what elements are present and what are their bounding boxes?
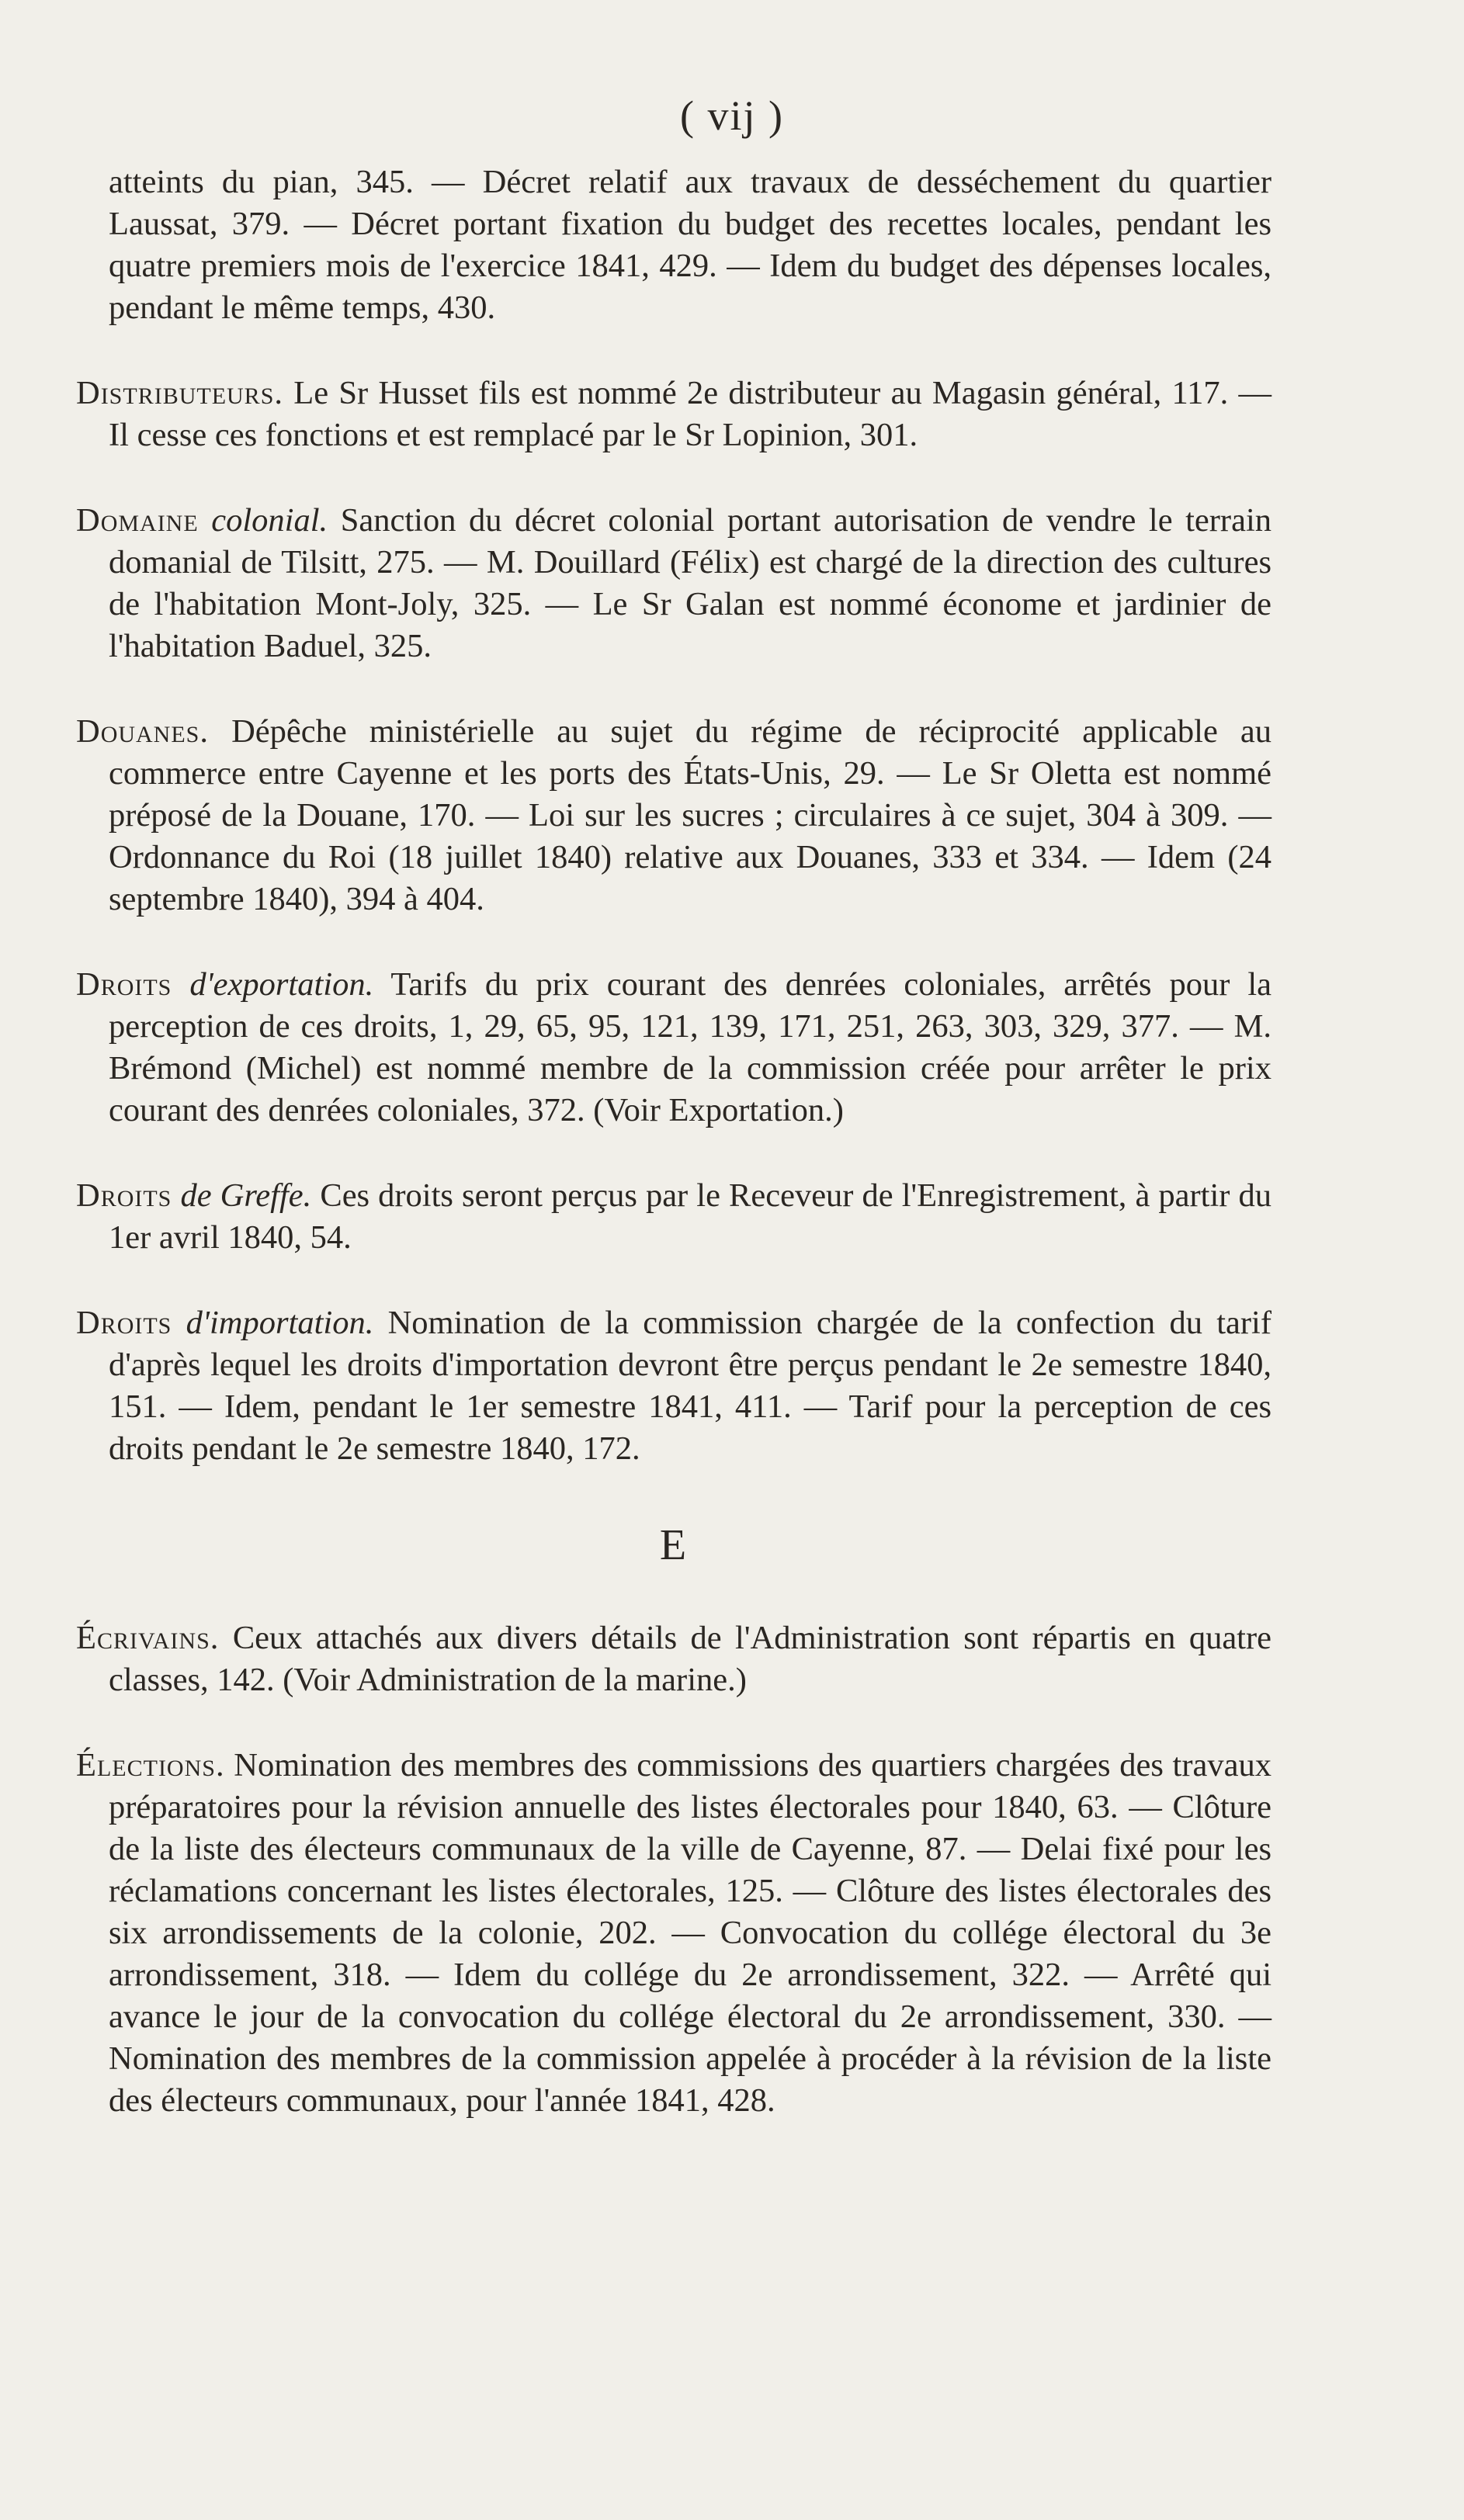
entry-text: Sanction du décret colonial portant autorisation de vendre le terrain domanial de Tilsitt, 275. — M. Douillard (Félix) est chargé de la direction des cultures de l'habitation Mont-Joly, 325. — Le Sr Galan est nommé économe et jardinier de l'habitation Baduel, 325. [109, 502, 1272, 664]
entry-text: Dépêche ministérielle au sujet du régime de réciprocité applicable au commerce entre Cayenne et les ports des États-Unis, 29. — Le Sr Oletta est nommé préposé de la Douane, 170. — Loi sur les sucres ; circulaires à ce sujet, 304 à 309. — Ordonnance du Roi (18 juillet 1840) relative aux Douanes, 333 et 334. — Idem (24 septembre 1840), 394 à 404. [109, 713, 1272, 917]
entries-after-section [76, 1617, 1271, 2122]
entry-headword: Domaine [76, 502, 199, 539]
index-entry [76, 1617, 1271, 1701]
entry-text: Ceux attachés aux divers détails de l'Administration sont répartis en quatre classes, 142. (Voir Administration de la marine.) [109, 1620, 1272, 1698]
entry-headword-qualifier: colonial. [211, 502, 328, 539]
entry-headword-qualifier: d'importation. [186, 1305, 374, 1341]
entry-headword: Distributeurs. [76, 375, 284, 411]
entry-headword: Droits [76, 1177, 172, 1214]
continuation-entry [76, 161, 1271, 329]
entry-text: Le Sr Husset fils est nommé 2e distributeur au Magasin général, 117. — Il cesse ces fonctions et est remplacé par le Sr Lopinion, 301. [109, 375, 1272, 453]
continuation-text: atteints du pian, 345. — Décret relatif aux travaux de desséchement du quartier Laussat, 379. — Décret portant fixation du budget des recettes locales, pendant les quatre premiers mois de l'exercice 1841, 429. — Idem du budget des dépenses locales, pendant le même temps, 430. [109, 164, 1271, 326]
page-folio: ( vij ) [680, 92, 784, 139]
section-letter: E [659, 1521, 689, 1569]
entries-before-section [76, 373, 1271, 1470]
index-entry [76, 1302, 1271, 1470]
index-entry [76, 500, 1271, 667]
entry-headword-qualifier: de Greffe. [180, 1177, 312, 1214]
index-entry [76, 1175, 1271, 1259]
entry-headword: Droits [76, 1305, 172, 1341]
index-entry [76, 1745, 1271, 2122]
entry-headword-qualifier: d'exportation. [189, 966, 374, 1003]
entry-text: Nomination des membres des commissions des quartiers chargées des travaux préparatoires pour la révision annuelle des listes électorales pour 1840, 63. — Clôture de la liste des électeurs communaux de la ville de Cayenne, 87. — Delai fixé pour les réclamations concernant les listes électorales, 125. — Clôture des listes électorales des six arrondissements de la colonie, 202. — Convocation du collége électoral du 3e arrondissement, 318. — Idem du collége du 2e arrondissement, 322. — Arrêté qui avance le jour de la convocation du collége électoral du 2e arrondissement, 330. — Nomination des membres de la commission appelée à procéder à la révision de la liste des électeurs communaux, pour l'année 1841, 428. [109, 1747, 1271, 2119]
entry-text: Tarifs du prix courant des denrées coloniales, arrêtés pour la perception de ces droits, 1, 29, 65, 95, 121, 139, 171, 251, 263, 303, 329, 377. — M. Brémond (Michel) est nommé membre de la commission créée pour arrêter le prix courant des denrées coloniales, 372. (Voir Exportation.) [109, 966, 1272, 1128]
entry-text: Ces droits seront perçus par le Receveur de l'Enregistrement, à partir du 1er avril 1840, 54. [109, 1177, 1272, 1256]
index-entry [76, 373, 1271, 456]
entry-text: Nomination de la commission chargée de la confection du tarif d'après lequel les droits d'importation devront être perçus pendant le 2e semestre 1840, 151. — Idem, pendant le 1er semestre 1841, 411. — Tarif pour la perception de ces droits pendant le 2e semestre 1840, 172. [109, 1305, 1271, 1467]
index-entry [76, 711, 1271, 920]
entry-headword: Élections. [76, 1747, 225, 1783]
entry-headword: Droits [76, 966, 172, 1003]
entry-headword: Douanes. [76, 713, 209, 750]
index-column [76, 161, 1271, 2165]
entry-headword: Écrivains. [76, 1620, 220, 1656]
index-entry [76, 964, 1271, 1132]
